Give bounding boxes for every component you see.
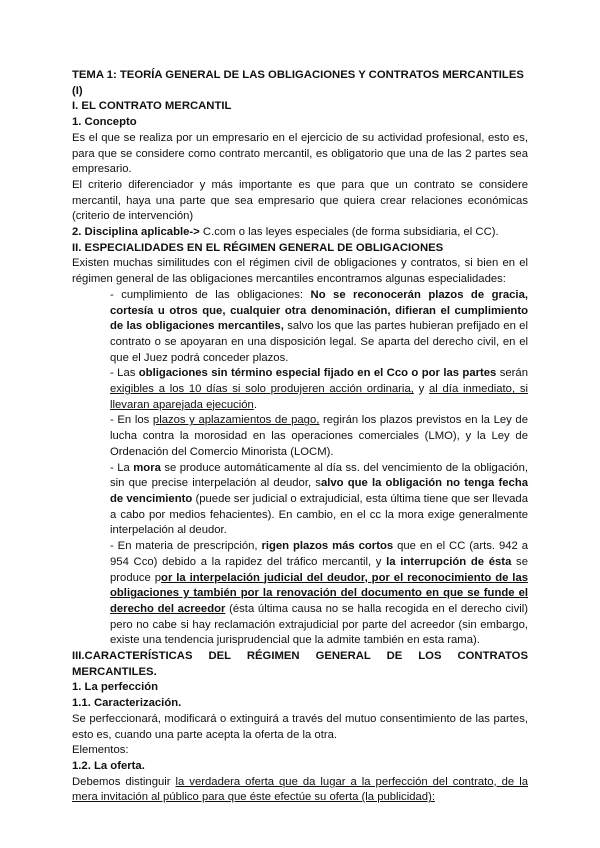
subheading-caracterizacion: 1.1. Caracterización. bbox=[72, 697, 182, 710]
bullet-text: serán bbox=[496, 367, 528, 380]
paragraph-perfeccion: Se perfeccionará, modificará o extinguirá a través del mutuo consentimiento de las partes, esto es, cuando una parte acepta la oferta de la otra. bbox=[72, 712, 528, 741]
bullet-text: - Las bbox=[110, 367, 139, 380]
section-heading-especialidades: II. ESPECIALIDADES EN EL RÉGIMEN GENERAL DE OBLIGACIONES bbox=[72, 241, 444, 254]
bullet-prescripcion bbox=[72, 539, 528, 649]
paragraph-criterio: El criterio diferenciador y más importante es que para que un contrato se considere mercantil, haya una parte que sea empresario que quiera crear relaciones económicas (criterio de intervención) bbox=[72, 178, 528, 223]
paragraph-similitudes: Existen muchas similitudes con el régimen civil de obligaciones y contratos, si bien en el régimen general de las obligaciones mercantiles encontramos algunas especialidades: bbox=[72, 257, 528, 286]
paragraph-disciplina bbox=[72, 225, 528, 241]
disciplina-text: C.com o las leyes especiales (de forma subsidiaria, el CC). bbox=[202, 226, 499, 239]
bullet-text: y bbox=[413, 383, 429, 396]
paragraph-oferta bbox=[72, 775, 528, 806]
bullet-text: - En materia de prescripción, bbox=[110, 540, 262, 553]
bullet-bold-text: No se reconocerán plazos de gracia, cortesía u otros que, cualquier otra denominación, difieran el cumplimiento de las obligaciones mercantiles, bbox=[110, 288, 528, 333]
bullet-text: - cumplimiento de las obligaciones: bbox=[110, 288, 311, 301]
subheading-disciplina: 2. Disciplina aplicable-> bbox=[72, 226, 203, 239]
bullet-text: - La bbox=[110, 461, 134, 474]
bullet-bold-text: mora bbox=[133, 461, 161, 474]
bullet-underlined-text: exigibles a los 10 días si solo produjeren acción ordinaria, bbox=[110, 383, 414, 396]
bullet-text: regirán los plazos previstos en la Ley de lucha contra la morosidad en las operaciones comerciales (LMO), y la Ley de Ordenación del Comercio Minorista (LOCM). bbox=[110, 414, 528, 458]
bullet-plazos-pago bbox=[72, 413, 528, 460]
paragraph-concepto: Es el que se realiza por un empresario en el ejercicio de su actividad profesional, esto es, para que se considere como contrato mercantil, es obligatorio que una de las 2 partes sea empresario. bbox=[72, 131, 528, 176]
bullet-text: (ésta última causa no se halla recogida en el derecho civil) pero no cabe si hay reclamación extrajudicial por parte del acreedor (sin embargo, existe una tendencia jurisprudencial que la admite también en esta rama). bbox=[110, 602, 528, 647]
bullet-text: se produce automáticamente al día ss. del vencimiento de la obligación, sin que precise interpelación al deudor, s bbox=[110, 461, 528, 490]
bullet-bold-underlined-text: or la interpelación judicial del deudor, por el reconocimiento de las obligaciones y también por la renovación del documento en que se funde el derecho del acreedor bbox=[110, 571, 529, 615]
bullet-text: que en el CC (arts. 942 a 954 Cco) debido a la rapidez del tráfico mercantil, y bbox=[110, 540, 528, 568]
bullet-text: (puede ser judicial o extrajudicial, esta última tiene que ser llevada a cabo por medios fehacientes). En cambio, en el cc la mora exige generalmente interpelación al deudor. bbox=[110, 492, 528, 537]
bullet-underlined-text: plazos y aplazamientos de pago, bbox=[152, 414, 320, 427]
bullet-mora bbox=[72, 461, 528, 540]
oferta-text: Debemos distinguir bbox=[72, 775, 176, 788]
bullet-obligaciones-sin-termino bbox=[72, 366, 528, 413]
bullet-text: - En los bbox=[110, 414, 153, 427]
subheading-concepto: 1. Concepto bbox=[72, 116, 137, 129]
bullet-text: salvo los que las partes hubieran prefijado en el contrato o se apoyaran en una disposición legal. Se aparta del derecho civil, en el que el Juez podrá conceder plazos. bbox=[110, 320, 528, 364]
bullet-bold-text: rigen plazos más cortos bbox=[261, 540, 394, 553]
bullet-text: se produce p bbox=[110, 555, 528, 584]
bullet-bold-text: la interrupción de ésta bbox=[386, 555, 512, 568]
subheading-perfeccion: 1. La perfección bbox=[72, 681, 159, 694]
section-heading-contrato-mercantil: I. EL CONTRATO MERCANTIL bbox=[72, 100, 232, 113]
bullet-cumplimiento bbox=[72, 288, 528, 367]
section-heading-caracteristicas: III.CARACTERÍSTICAS DEL RÉGIMEN GENERAL DE LOS CONTRATOS MERCANTILES. bbox=[72, 650, 528, 678]
bullet-bold-text: obligaciones sin término especial fijado en el Cco o por las partes bbox=[138, 367, 497, 380]
bullet-underlined-text: al día inmediato, si llevaran aparejada ejecución bbox=[110, 383, 528, 411]
paragraph-elementos: Elementos: bbox=[72, 744, 129, 757]
bullet-text: . bbox=[253, 398, 257, 411]
oferta-underlined-text: la verdadera oferta que da lugar a la perfección del contrato, de la mera invitación al público para que éste efectúe su oferta (la publicidad): bbox=[72, 775, 528, 804]
document-title: TEMA 1: TEORÍA GENERAL DE LAS OBLIGACIONES Y CONTRATOS MERCANTILES (I) bbox=[72, 69, 524, 97]
bullet-bold-text: alvo que la obligación no tenga fecha de vencimiento bbox=[110, 477, 529, 505]
subheading-oferta: 1.2. La oferta. bbox=[72, 759, 145, 772]
document-page bbox=[72, 68, 528, 806]
